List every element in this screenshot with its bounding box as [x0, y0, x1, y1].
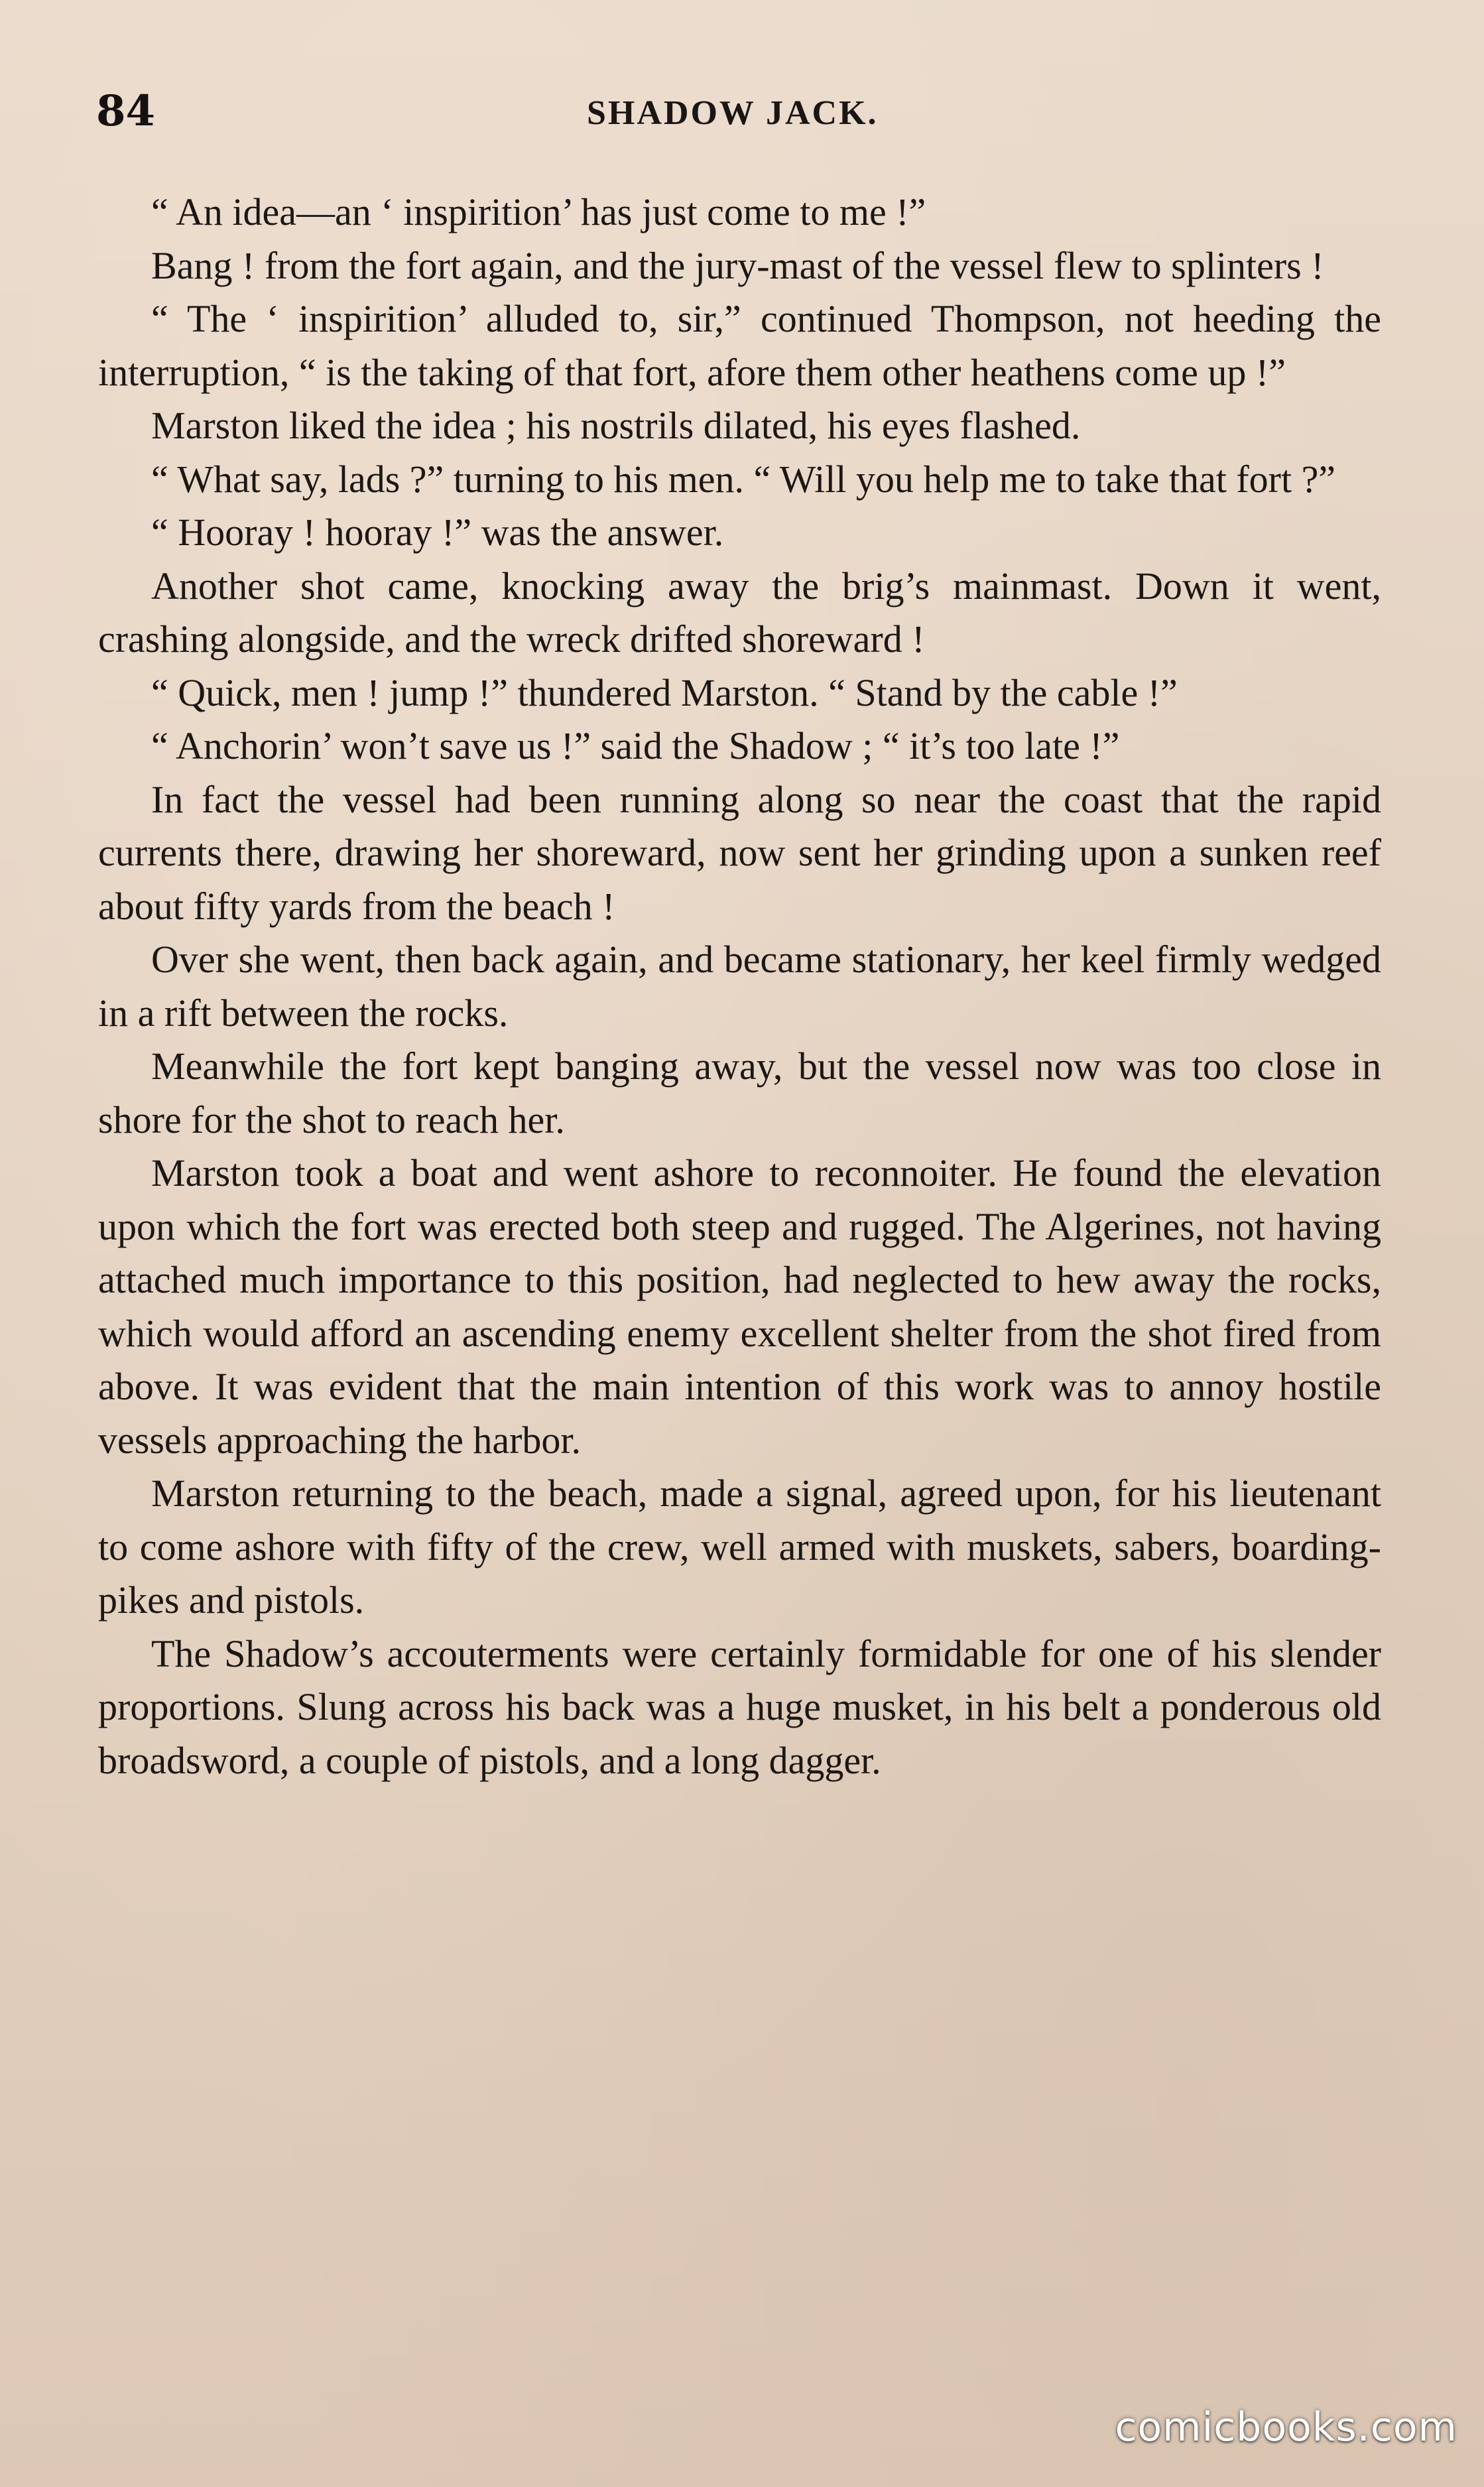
paragraph: “ An idea—an ‘ inspirition’ has just come to me !” — [151, 190, 926, 233]
paragraph: “ Anchorin’ won’t save us !” said the Shadow ; “ it’s too late !” — [151, 724, 1120, 767]
page-header — [96, 85, 1386, 138]
paragraph: Bang ! from the fort again, and the jury-mast of the vessel flew to splinters ! — [151, 243, 1324, 287]
paragraph: “ What say, lads ?” turning to his men. “ Will you help me to take that fort ?” — [151, 457, 1336, 501]
paragraph: Marston took a boat and went ashore to reconnoiter. He found the elevation upon which the fort was erected both steep and rugged. The Algerines, not having attached much importance to this position, had neglected to hew away the rocks, which would afford an ascending enemy excellent shelter from the shot fired from above. It was evident that the main intention of this work was to annoy hostile vessels approaching the harbor. — [98, 1151, 1381, 1462]
body-text — [98, 186, 1381, 1787]
paragraph: Another shot came, knocking away the brig’s mainmast. Down it went, crashing alongside, and the wreck drifted shoreward ! — [98, 564, 1381, 661]
paragraph: “ Hooray ! hooray !” was the answer. — [151, 511, 724, 554]
paragraph: In fact the vessel had been running along so near the coast that the rapid currents there, drawing her shoreward, now sent her grinding upon a sunken reef about fifty yards from the beach ! — [98, 777, 1381, 928]
running-title: SHADOW JACK. — [587, 94, 879, 132]
paragraph: “ Quick, men ! jump !” thundered Marston. “ Stand by the cable !” — [151, 670, 1178, 714]
paragraph: Marston liked the idea ; his nostrils dilated, his eyes flashed. — [151, 404, 1081, 447]
paragraph: “ The ‘ inspirition’ alluded to, sir,” continued Thompson, not heeding the interruption, “ is the taking of that fort, afore them other heathens come up !” — [98, 297, 1381, 394]
paragraph: Marston returning to the beach, made a signal, agreed upon, for his lieutenant to come ashore with fifty of the crew, well armed with muskets, sabers, boarding-pikes and pistols. — [98, 1472, 1381, 1622]
paragraph: The Shadow’s accouterments were certainly formidable for one of his slender proportions. Slung across his back was a huge musket, in his belt a ponderous old broadsword, a couple of pistols, and a long dagger. — [98, 1631, 1381, 1782]
page-number: 84 — [96, 86, 156, 136]
source-watermark: comicbooks.com — [1115, 2404, 1457, 2451]
paragraph: Meanwhile the fort kept banging away, but the vessel now was too close in shore for the shot to reach her. — [98, 1045, 1381, 1141]
paragraph: Over she went, then back again, and became stationary, her keel firmly wedged in a rift between the rocks. — [98, 938, 1381, 1035]
